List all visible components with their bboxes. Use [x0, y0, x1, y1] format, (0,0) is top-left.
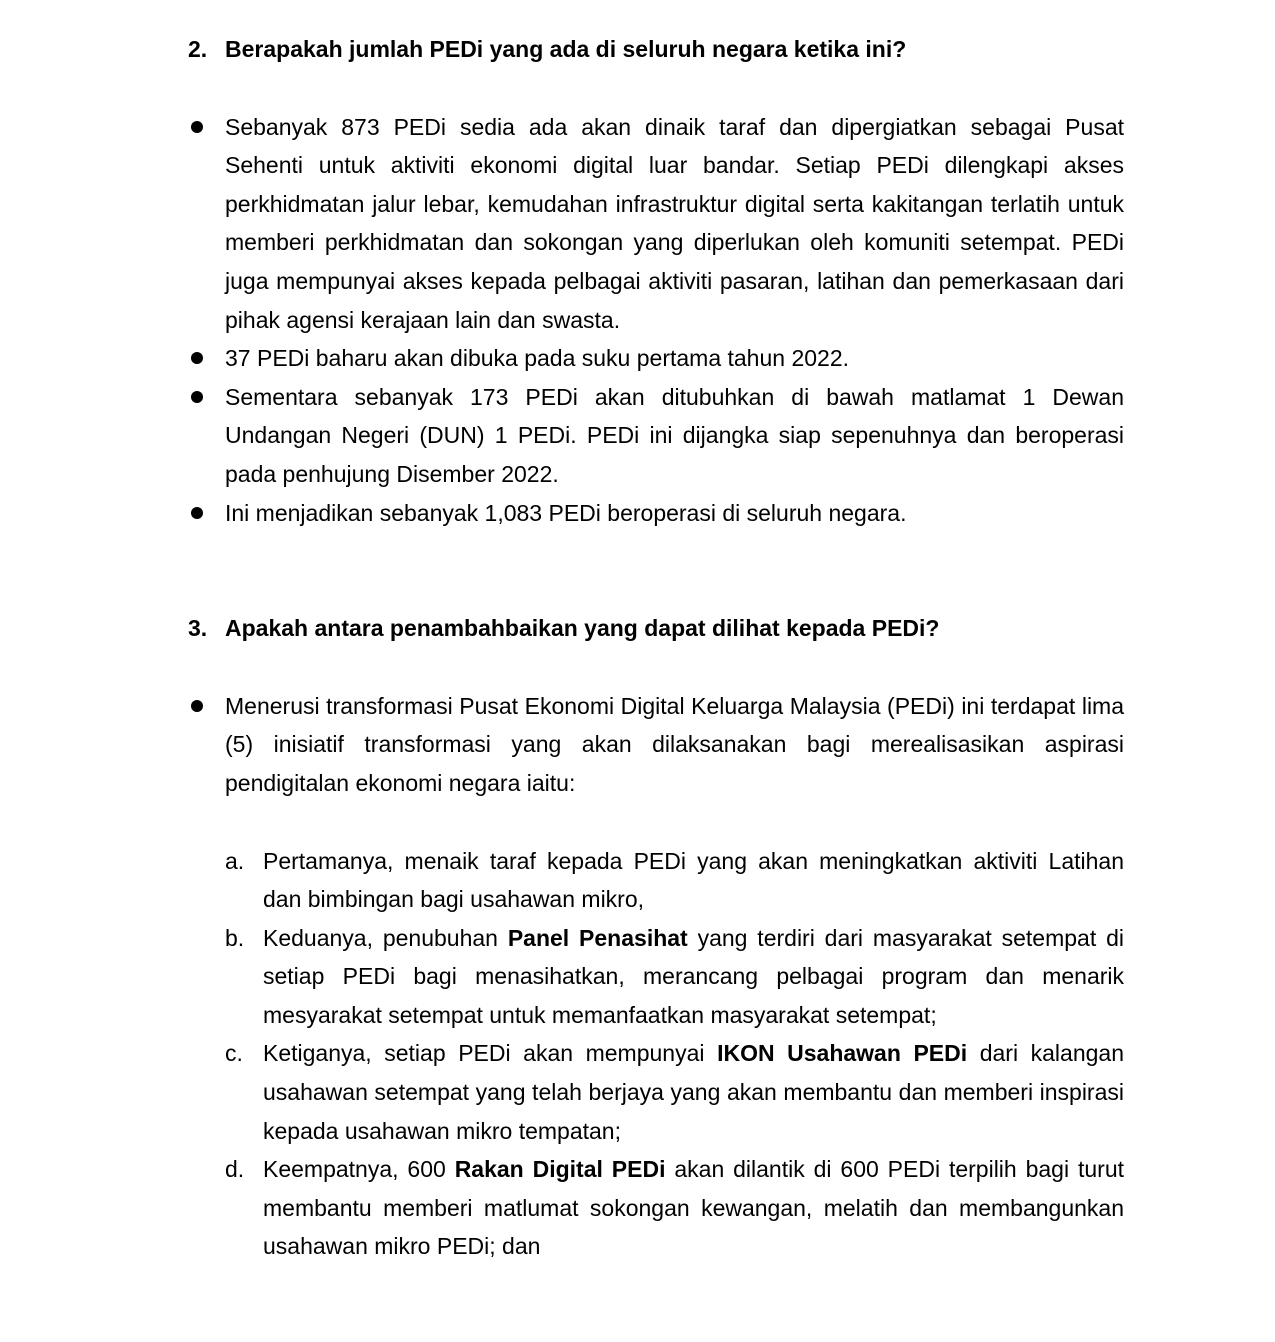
- item-text: Pertamanya, menaik taraf kepada PEDi yang akan meningkatkan aktiviti Latihan dan bimbingan bagi usahawan mikro,: [263, 847, 1124, 913]
- item-letter: d.: [225, 1156, 245, 1183]
- bullet-text: Sementara sebanyak 173 PEDi akan ditubuhkan di bawah matlamat 1 Dewan Undangan Negeri (DUN) 1 PEDi. PEDi ini dijangka siap sepenuhnya dan beroperasi pada penhujung Disember 2022.: [225, 383, 1124, 487]
- bullet-icon: [188, 108, 225, 340]
- item-text-after: dari kalangan usahawan setempat yang telah berjaya yang akan membantu dan memberi inspirasi kepada usahawan mikro tempatan;: [263, 1040, 1124, 1144]
- bullet-icon: [188, 687, 225, 803]
- item-text-bold: Panel Penasihat: [507, 924, 688, 951]
- list-item: [225, 1034, 1124, 1150]
- item-text-bold: IKON Usahawan PEDi: [717, 1040, 968, 1067]
- item-text: [263, 1150, 1124, 1266]
- item-text: [263, 919, 1124, 1035]
- bullet-text: Menerusi transformasi Pusat Ekonomi Digital Keluarga Malaysia (PEDi) ini terdapat lima (5) inisiatif transformasi yang akan dilaksanakan bagi merealisasikan aspirasi pendigitalan ekonomi negara iaitu:: [225, 692, 1124, 796]
- item-text-before: Keempatnya, 600: [263, 1156, 455, 1183]
- bullet-icon: [188, 494, 225, 533]
- list-item: [188, 378, 1124, 494]
- initiative-list: [188, 842, 1124, 1267]
- document-page: [188, 30, 1124, 1266]
- list-item: [188, 687, 1124, 803]
- item-text-before: Keduanya, penubuhan: [263, 924, 508, 951]
- bullet-text: Sebanyak 873 PEDi sedia ada akan dinaik taraf dan dipergiatkan sebagai Pusat Sehenti untuk aktiviti ekonomi digital luar bandar. Setiap PEDi dilengkapi akses perkhidmatan jalur lebar, kemudahan infrastruktur digital serta kakitangan terlatih untuk memberi perkhidmatan dan sokongan yang diperlukan oleh komuniti setempat. PEDi juga mempunyai akses kepada pelbagai aktiviti pasaran, latihan dan pemerkasaan dari pihak agensi kerajaan lain dan swasta.: [225, 113, 1124, 333]
- section-2-heading: [188, 30, 1124, 69]
- list-item: [188, 339, 1124, 378]
- section-2-bullet-list: [188, 108, 1124, 533]
- bullet-icon: [188, 378, 225, 494]
- list-item: [225, 842, 1124, 919]
- bullet-text: Ini menjadikan sebanyak 1,083 PEDi beroperasi di seluruh negara.: [225, 499, 907, 526]
- item-text-after: akan dilantik di 600 PEDi terpilih bagi turut membantu memberi matlumat sokongan kewangan, melatih dan membangunkan usahawan mikro PEDi; dan: [263, 1156, 1124, 1260]
- section-3-title: Apakah antara penambahbaikan yang dapat dilihat kepada PEDi?: [225, 615, 940, 642]
- item-text-bold: Rakan Digital PEDi: [454, 1156, 666, 1183]
- bullet-icon: [188, 339, 225, 378]
- list-item: [188, 494, 1124, 533]
- bullet-text: 37 PEDi baharu akan dibuka pada suku pertama tahun 2022.: [225, 345, 849, 372]
- section-3-heading: [188, 609, 1124, 648]
- item-letter: a.: [225, 847, 245, 874]
- section-2-number: 2.: [188, 36, 208, 62]
- list-item: [225, 919, 1124, 1035]
- item-text-after: yang terdiri dari masyarakat setempat di setiap PEDi bagi menasihatkan, merancang pelbagai program dan menarik mesyarakat setempat untuk memanfaatkan masyarakat setempat;: [263, 924, 1124, 1028]
- list-item: [188, 108, 1124, 340]
- list-item: [225, 1150, 1124, 1266]
- section-2-title: Berapakah jumlah PEDi yang ada di seluruh negara ketika ini?: [225, 36, 907, 62]
- section-3-number: 3.: [188, 615, 208, 642]
- section-3-bullet-list: [188, 687, 1124, 803]
- item-text-before: Ketiganya, setiap PEDi akan mempunyai: [263, 1040, 718, 1067]
- item-text: [263, 1034, 1124, 1150]
- item-letter: b.: [225, 924, 245, 951]
- item-letter: c.: [225, 1040, 243, 1067]
